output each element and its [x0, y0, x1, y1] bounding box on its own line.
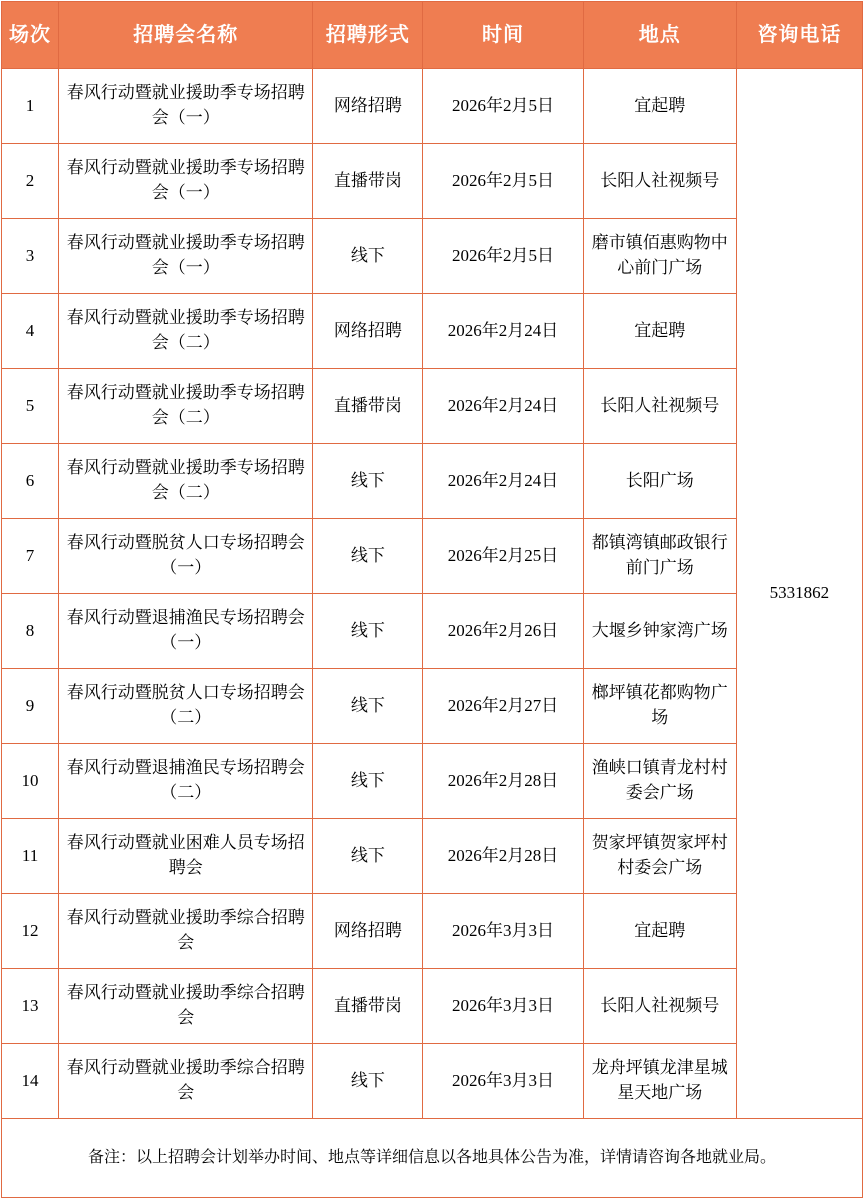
cell-place: 榔坪镇花都购物广场 [583, 669, 736, 744]
cell-index: 10 [2, 744, 59, 819]
cell-time: 2026年3月3日 [423, 1044, 583, 1119]
cell-form: 线下 [313, 669, 423, 744]
cell-name: 春风行动暨就业援助季专场招聘会（一） [59, 219, 313, 294]
cell-form: 线下 [313, 219, 423, 294]
cell-index: 9 [2, 669, 59, 744]
cell-time: 2026年3月3日 [423, 969, 583, 1044]
cell-name: 春风行动暨脱贫人口专场招聘会（一） [59, 519, 313, 594]
cell-index: 5 [2, 369, 59, 444]
cell-index: 6 [2, 444, 59, 519]
table-row [2, 669, 863, 744]
cell-phone: 5331862 [736, 69, 862, 1119]
cell-time: 2026年2月5日 [423, 144, 583, 219]
cell-place: 磨市镇佰惠购物中心前门广场 [583, 219, 736, 294]
table-row [2, 519, 863, 594]
cell-time: 2026年2月24日 [423, 369, 583, 444]
cell-index: 12 [2, 894, 59, 969]
cell-name: 春风行动暨就业困难人员专场招聘会 [59, 819, 313, 894]
cell-time: 2026年2月28日 [423, 819, 583, 894]
table-row [2, 369, 863, 444]
cell-index: 11 [2, 819, 59, 894]
table-row [2, 969, 863, 1044]
cell-name: 春风行动暨退捕渔民专场招聘会（一） [59, 594, 313, 669]
cell-place: 宜起聘 [583, 294, 736, 369]
cell-time: 2026年2月24日 [423, 444, 583, 519]
cell-time: 2026年3月3日 [423, 894, 583, 969]
cell-place: 渔峡口镇青龙村村委会广场 [583, 744, 736, 819]
table-row [2, 144, 863, 219]
cell-form: 线下 [313, 594, 423, 669]
cell-place: 长阳人社视频号 [583, 144, 736, 219]
cell-name: 春风行动暨就业援助季综合招聘会 [59, 969, 313, 1044]
cell-form: 网络招聘 [313, 894, 423, 969]
cell-index: 8 [2, 594, 59, 669]
cell-place: 贺家坪镇贺家坪村村委会广场 [583, 819, 736, 894]
cell-index: 2 [2, 144, 59, 219]
cell-form: 网络招聘 [313, 69, 423, 144]
cell-form: 线下 [313, 744, 423, 819]
cell-index: 7 [2, 519, 59, 594]
cell-index: 3 [2, 219, 59, 294]
header-cell-index: 场次 [2, 2, 59, 69]
cell-time: 2026年2月5日 [423, 219, 583, 294]
cell-index: 1 [2, 69, 59, 144]
table-note-row [2, 1119, 863, 1198]
table-row [2, 444, 863, 519]
cell-index: 14 [2, 1044, 59, 1119]
cell-form: 直播带岗 [313, 969, 423, 1044]
table-row [2, 1044, 863, 1119]
cell-index: 13 [2, 969, 59, 1044]
cell-time: 2026年2月26日 [423, 594, 583, 669]
cell-place: 长阳人社视频号 [583, 969, 736, 1044]
recruitment-schedule-table [1, 1, 863, 1198]
table-row [2, 219, 863, 294]
table-body [2, 69, 863, 1198]
table-row [2, 594, 863, 669]
cell-name: 春风行动暨就业援助季综合招聘会 [59, 894, 313, 969]
cell-time: 2026年2月5日 [423, 69, 583, 144]
cell-time: 2026年2月24日 [423, 294, 583, 369]
table-row [2, 894, 863, 969]
cell-name: 春风行动暨就业援助季专场招聘会（二） [59, 294, 313, 369]
cell-form: 线下 [313, 1044, 423, 1119]
cell-name: 春风行动暨退捕渔民专场招聘会（二） [59, 744, 313, 819]
cell-place: 长阳人社视频号 [583, 369, 736, 444]
cell-name: 春风行动暨就业援助季专场招聘会（二） [59, 444, 313, 519]
cell-form: 网络招聘 [313, 294, 423, 369]
cell-form: 直播带岗 [313, 369, 423, 444]
cell-name: 春风行动暨就业援助季专场招聘会（二） [59, 369, 313, 444]
cell-name: 春风行动暨就业援助季专场招聘会（一） [59, 144, 313, 219]
header-cell-time: 时间 [423, 2, 583, 69]
header-row [2, 2, 863, 69]
cell-name: 春风行动暨脱贫人口专场招聘会（二） [59, 669, 313, 744]
table-row [2, 819, 863, 894]
table-row [2, 294, 863, 369]
note-text: 备注：以上招聘会计划举办时间、地点等详细信息以各地具体公告为准，详情请咨询各地就业局。 [2, 1119, 863, 1198]
cell-place: 宜起聘 [583, 69, 736, 144]
table-row [2, 744, 863, 819]
table-header [2, 2, 863, 69]
cell-form: 直播带岗 [313, 144, 423, 219]
cell-form: 线下 [313, 819, 423, 894]
cell-place: 宜起聘 [583, 894, 736, 969]
cell-index: 4 [2, 294, 59, 369]
cell-name: 春风行动暨就业援助季专场招聘会（一） [59, 69, 313, 144]
cell-place: 大堰乡钟家湾广场 [583, 594, 736, 669]
table-row [2, 69, 863, 144]
cell-time: 2026年2月27日 [423, 669, 583, 744]
cell-form: 线下 [313, 519, 423, 594]
header-cell-name: 招聘会名称 [59, 2, 313, 69]
cell-place: 龙舟坪镇龙津星城星天地广场 [583, 1044, 736, 1119]
header-cell-phone: 咨询电话 [736, 2, 862, 69]
recruitment-schedule-sheet [0, 1, 864, 1167]
cell-form: 线下 [313, 444, 423, 519]
header-cell-form: 招聘形式 [313, 2, 423, 69]
cell-name: 春风行动暨就业援助季综合招聘会 [59, 1044, 313, 1119]
cell-place: 都镇湾镇邮政银行前门广场 [583, 519, 736, 594]
cell-time: 2026年2月25日 [423, 519, 583, 594]
cell-place: 长阳广场 [583, 444, 736, 519]
header-cell-place: 地点 [583, 2, 736, 69]
cell-time: 2026年2月28日 [423, 744, 583, 819]
